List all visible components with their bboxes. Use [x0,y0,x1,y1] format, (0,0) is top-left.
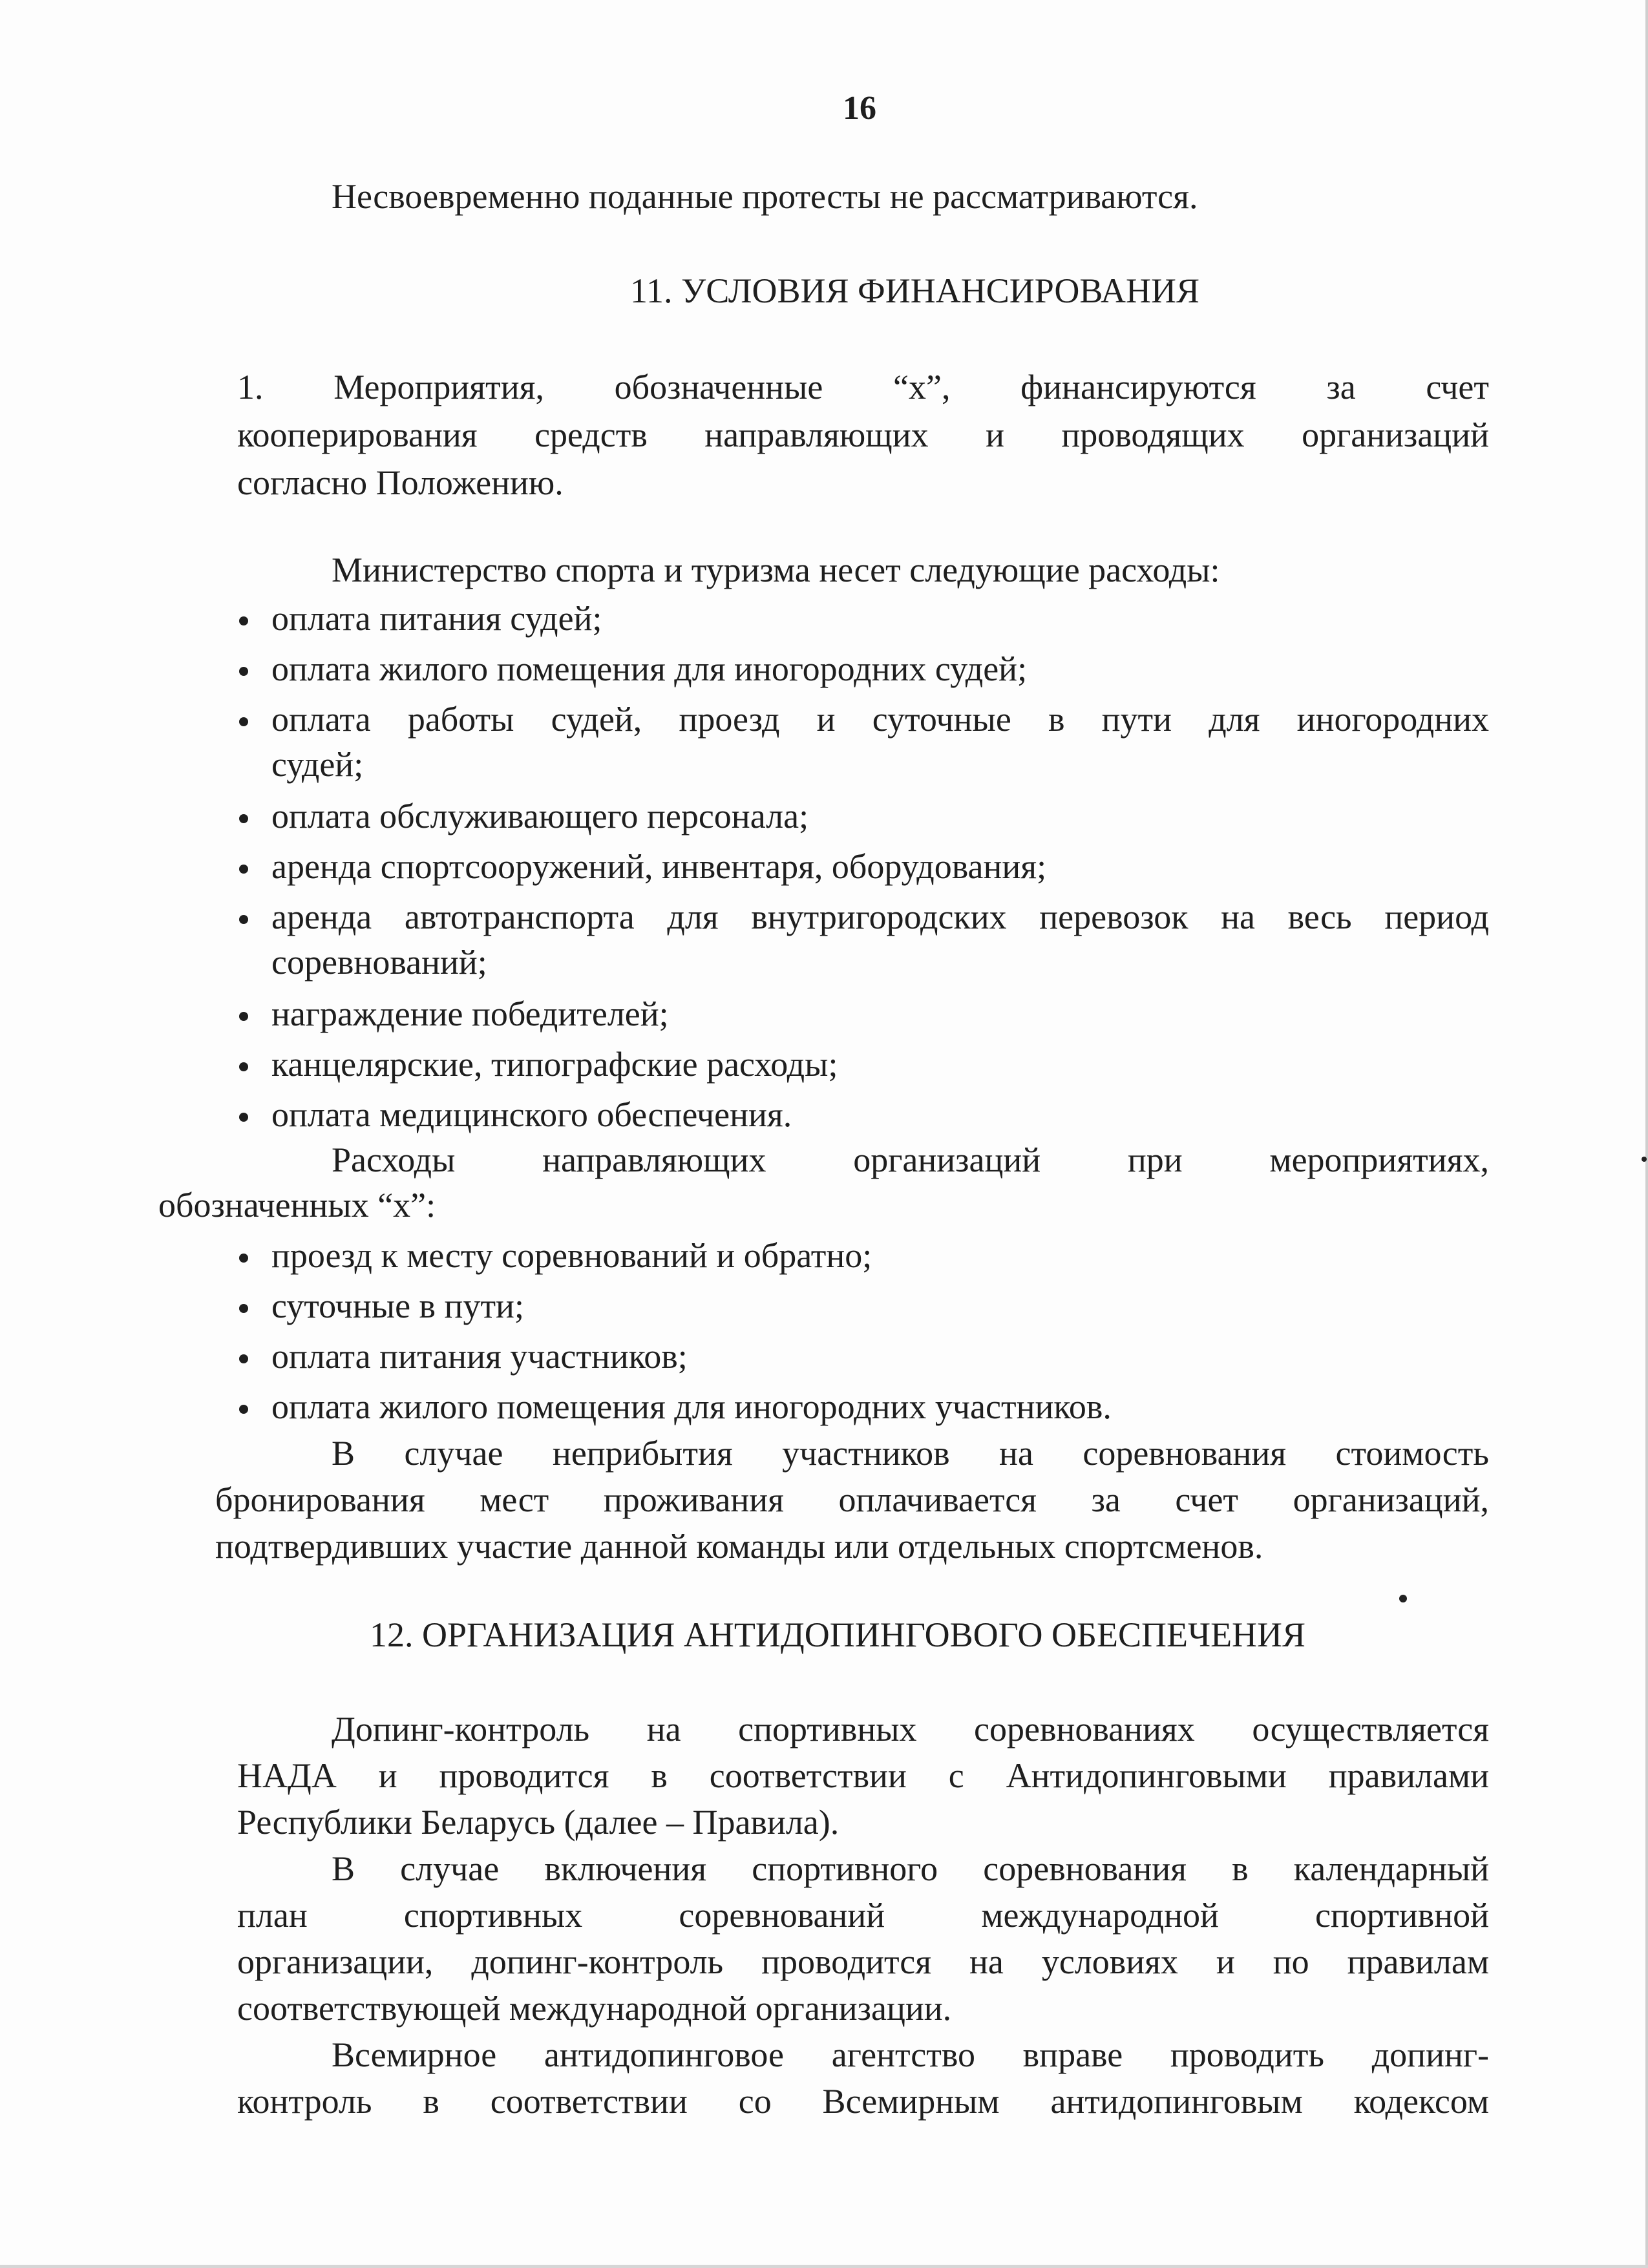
page-edge-bottom [0,2265,1648,2268]
intro-text: Несвоевременно поданные протесты не рассматриваются. [332,177,1198,216]
list-bullet [239,616,248,625]
list-item: проезд к месту соревнований и обратно; [271,1236,872,1275]
section-11-title: 11. УСЛОВИЯ ФИНАНСИРОВАНИЯ [630,271,1200,310]
list-item: оплата медицинского обеспечения. [271,1095,792,1134]
list-bullet [239,717,248,726]
list-item-continuation: судей; [271,745,364,784]
section-12-p3-line-1: Всемирное антидопинговое агентство вправе проводить допинг- [332,2035,1489,2074]
section-12-p2-line-1: В случае включения спортивного соревнования в календарный [332,1849,1489,1888]
list-item: аренда автотранспорта для внутригородских перевозок на весь период [271,898,1489,936]
section-12-p1-line-3: Республики Беларусь (далее – Правила). [237,1803,840,1842]
ministry-intro: Министерство спорта и туризма несет следующие расходы: [332,551,1220,589]
scan-speck [1399,1595,1407,1602]
section-12-p2-line-4: соответствующей международной организации. [237,1989,952,2028]
list-bullet [239,1113,248,1122]
list-item: награждение победителей; [271,994,669,1033]
list-bullet [239,1304,248,1313]
section-12-title: 12. ОРГАНИЗАЦИЯ АНТИДОПИНГОВОГО ОБЕСПЕЧЕНИЯ [370,1615,1306,1654]
section-11-para-1-line-2: кооперирования средств направляющих и проводящих организаций [237,415,1489,454]
list-bullet [239,1405,248,1414]
scan-speck [1642,1157,1647,1162]
section-12-p1-line-1: Допинг-контроль на спортивных соревнованиях осуществляется [332,1710,1489,1748]
list-bullet [239,1354,248,1363]
section-12-p3-line-2: контроль в соответствии со Всемирным антидопинговым кодексом [237,2082,1489,2121]
list-item: оплата питания судей; [271,599,602,638]
list-bullet [239,1062,248,1071]
page-edge-right [1645,0,1648,2268]
list-bullet [239,814,248,823]
list-bullet [239,915,248,924]
section-11-para-1-line-1: 1. Мероприятия, обозначенные “х”, финансируются за счет [237,368,1489,406]
list-bullet [239,1012,248,1021]
page-number: 16 [843,90,876,127]
section-12-p2-line-3: организации, допинг-контроль проводится на условиях и по правилам [237,1942,1489,1981]
section-12-p1-line-2: НАДА и проводится в соответствии с Антидопинговыми правилами [237,1756,1489,1795]
no-show-line-3: подтвердивших участие данной команды или отдельных спортсменов. [215,1527,1263,1566]
no-show-line-1: В случае неприбытия участников на соревнования стоимость [332,1434,1489,1473]
sending-intro-line-1: Расходы направляющих организаций при мероприятиях, [332,1140,1489,1179]
sending-intro-line-2: обозначенных “х”: [158,1186,436,1224]
list-item: оплата питания участников; [271,1337,688,1376]
list-item: оплата жилого помещения для иногородних судей; [271,649,1028,688]
list-item: канцелярские, типографские расходы; [271,1045,838,1084]
section-11-para-1-line-3: согласно Положению. [237,463,564,502]
list-bullet [239,667,248,676]
list-item: оплата обслуживающего персонала; [271,797,809,835]
no-show-line-2: бронирования мест проживания оплачивается за счет организаций, [215,1480,1489,1519]
section-12-p2-line-2: план спортивных соревнований международной спортивной [237,1896,1489,1935]
list-item-continuation: соревнований; [271,943,487,982]
list-item: оплата работы судей, проезд и суточные в пути для иногородних [271,700,1489,739]
list-item: оплата жилого помещения для иногородних участников. [271,1387,1112,1426]
list-bullet [239,1254,248,1263]
list-bullet [239,865,248,874]
list-item: суточные в пути; [271,1286,524,1325]
list-item: аренда спортсооружений, инвентаря, оборудования; [271,847,1047,886]
